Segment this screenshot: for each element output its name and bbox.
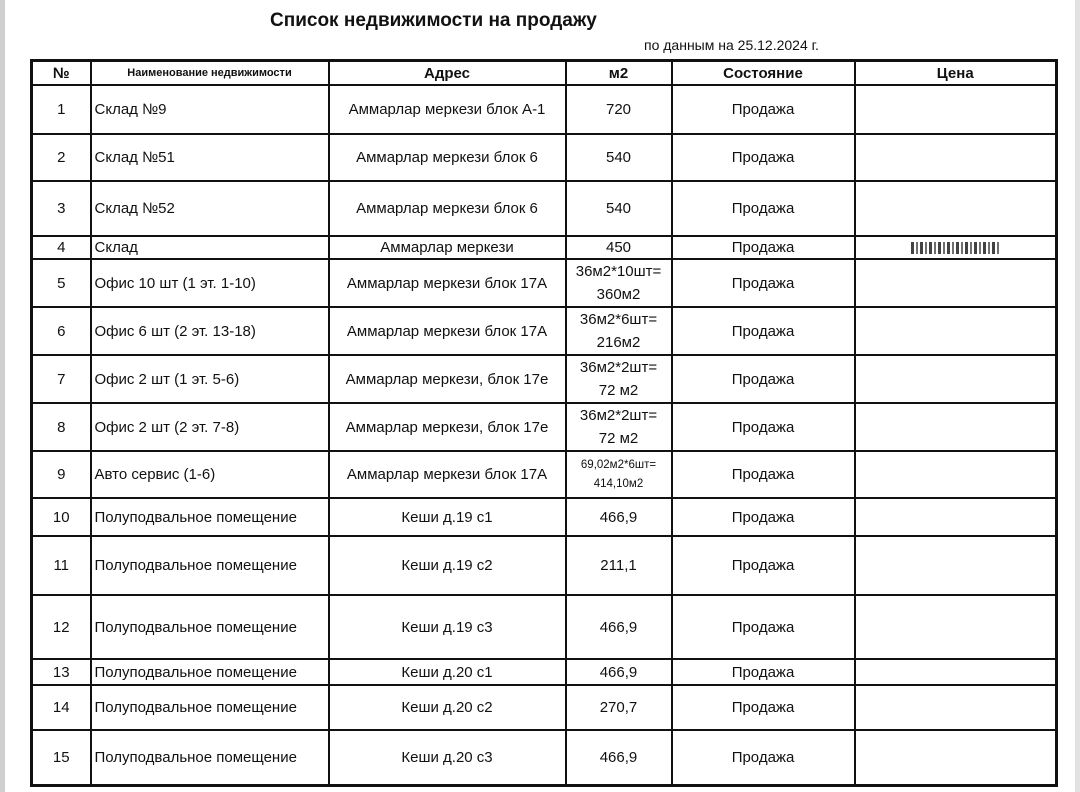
property-state: Продажа [672,403,855,451]
property-state: Продажа [672,259,855,307]
table-row [32,659,1057,685]
property-price [855,451,1057,498]
header-name: Наименование недвижимости [91,61,329,86]
property-state: Продажа [672,236,855,259]
document-title: Список недвижимости на продажу [270,10,597,31]
property-name: Полуподвальное помещение [91,595,329,659]
property-name: Полуподвальное помещение [91,498,329,536]
header-address: Адрес [329,61,566,86]
property-name: Офис 10 шт (1 эт. 1-10) [91,259,329,307]
area-line: 69,02м2*6шт= [580,458,657,471]
row-number: 2 [32,134,91,181]
table-header-row [32,61,1057,86]
property-address: Кеши д.19 с1 [329,498,566,536]
row-number: 7 [32,355,91,403]
property-state: Продажа [672,355,855,403]
property-price [855,685,1057,730]
property-area: 466,9 [566,659,672,685]
property-address: Аммарлар меркези блок 17А [329,307,566,355]
property-address: Кеши д.20 с2 [329,685,566,730]
row-number: 8 [32,403,91,451]
property-price [855,181,1057,236]
row-number: 14 [32,685,91,730]
area-line: 360м2 [596,286,641,303]
row-number: 1 [32,85,91,134]
property-area: 270,7 [566,685,672,730]
header-price: Цена [855,61,1057,86]
table-row [32,685,1057,730]
row-number: 6 [32,307,91,355]
property-name: Полуподвальное помещение [91,730,329,785]
area-line: 36м2*10шт= [575,263,662,280]
property-name: Офис 6 шт (2 эт. 13-18) [91,307,329,355]
property-name: Полуподвальное помещение [91,536,329,595]
property-name: Офис 2 шт (2 эт. 7-8) [91,403,329,451]
redacted-price-mark [911,242,999,254]
document-date: по данным на 25.12.2024 г. [644,37,819,53]
property-price [855,307,1057,355]
property-address: Аммарлар меркези блок 17А [329,259,566,307]
table-row [32,355,1057,403]
row-number: 12 [32,595,91,659]
property-area [566,259,672,307]
table-body [32,85,1057,785]
property-address: Аммарлар меркези, блок 17е [329,355,566,403]
table-row [32,181,1057,236]
property-state: Продажа [672,536,855,595]
header-number: № [32,61,91,86]
property-price [855,595,1057,659]
property-address: Кеши д.19 с3 [329,595,566,659]
property-address: Аммарлар меркези блок 6 [329,134,566,181]
property-price [855,730,1057,785]
row-number: 10 [32,498,91,536]
property-state: Продажа [672,134,855,181]
table-row [32,498,1057,536]
row-number: 15 [32,730,91,785]
row-number: 4 [32,236,91,259]
property-state: Продажа [672,307,855,355]
row-number: 13 [32,659,91,685]
property-address: Аммарлар меркези блок А-1 [329,85,566,134]
row-number: 11 [32,536,91,595]
row-number: 5 [32,259,91,307]
area-line: 36м2*6шт= [579,311,658,328]
property-name: Авто сервис (1-6) [91,451,329,498]
property-area: 720 [566,85,672,134]
property-price [855,659,1057,685]
row-number: 9 [32,451,91,498]
table-row [32,85,1057,134]
property-address: Аммарлар меркези [329,236,566,259]
table-row [32,451,1057,498]
table-row [32,536,1057,595]
property-address: Кеши д.19 с2 [329,536,566,595]
property-address: Кеши д.20 с3 [329,730,566,785]
property-price [855,403,1057,451]
property-state: Продажа [672,498,855,536]
property-name: Склад [91,236,329,259]
property-state: Продажа [672,595,855,659]
page-edge-left [0,0,5,792]
row-number: 3 [32,181,91,236]
table-row [32,134,1057,181]
property-state: Продажа [672,685,855,730]
property-name: Полуподвальное помещение [91,685,329,730]
area-line: 72 м2 [598,430,639,447]
header-state: Состояние [672,61,855,86]
property-price [855,498,1057,536]
property-area [566,355,672,403]
property-area: 450 [566,236,672,259]
table-row [32,307,1057,355]
property-name: Склад №51 [91,134,329,181]
property-price [855,355,1057,403]
property-table [30,59,1058,787]
table-row [32,236,1057,259]
property-name: Склад №9 [91,85,329,134]
property-area [566,451,672,498]
property-area [566,403,672,451]
property-area: 211,1 [566,536,672,595]
property-area [566,307,672,355]
property-area: 466,9 [566,730,672,785]
area-line: 72 м2 [598,382,639,399]
property-state: Продажа [672,730,855,785]
table-row [32,730,1057,785]
property-name: Полуподвальное помещение [91,659,329,685]
property-price [855,236,1057,259]
area-line: 414,10м2 [593,477,644,490]
header-area: м2 [566,61,672,86]
property-area: 466,9 [566,595,672,659]
property-address: Аммарлар меркези блок 17А [329,451,566,498]
property-price [855,259,1057,307]
property-address: Аммарлар меркези блок 6 [329,181,566,236]
page-edge-right [1075,0,1080,792]
property-price [855,536,1057,595]
area-line: 36м2*2шт= [579,407,658,424]
property-state: Продажа [672,181,855,236]
table-row [32,403,1057,451]
property-address: Аммарлар меркези, блок 17е [329,403,566,451]
property-state: Продажа [672,659,855,685]
property-price [855,85,1057,134]
property-price [855,134,1057,181]
area-line: 216м2 [596,334,641,351]
property-area: 466,9 [566,498,672,536]
table-row [32,259,1057,307]
property-state: Продажа [672,85,855,134]
property-name: Склад №52 [91,181,329,236]
area-line: 36м2*2шт= [579,359,658,376]
property-area: 540 [566,134,672,181]
property-area: 540 [566,181,672,236]
property-address: Кеши д.20 с1 [329,659,566,685]
table-row [32,595,1057,659]
property-state: Продажа [672,451,855,498]
property-name: Офис 2 шт (1 эт. 5-6) [91,355,329,403]
